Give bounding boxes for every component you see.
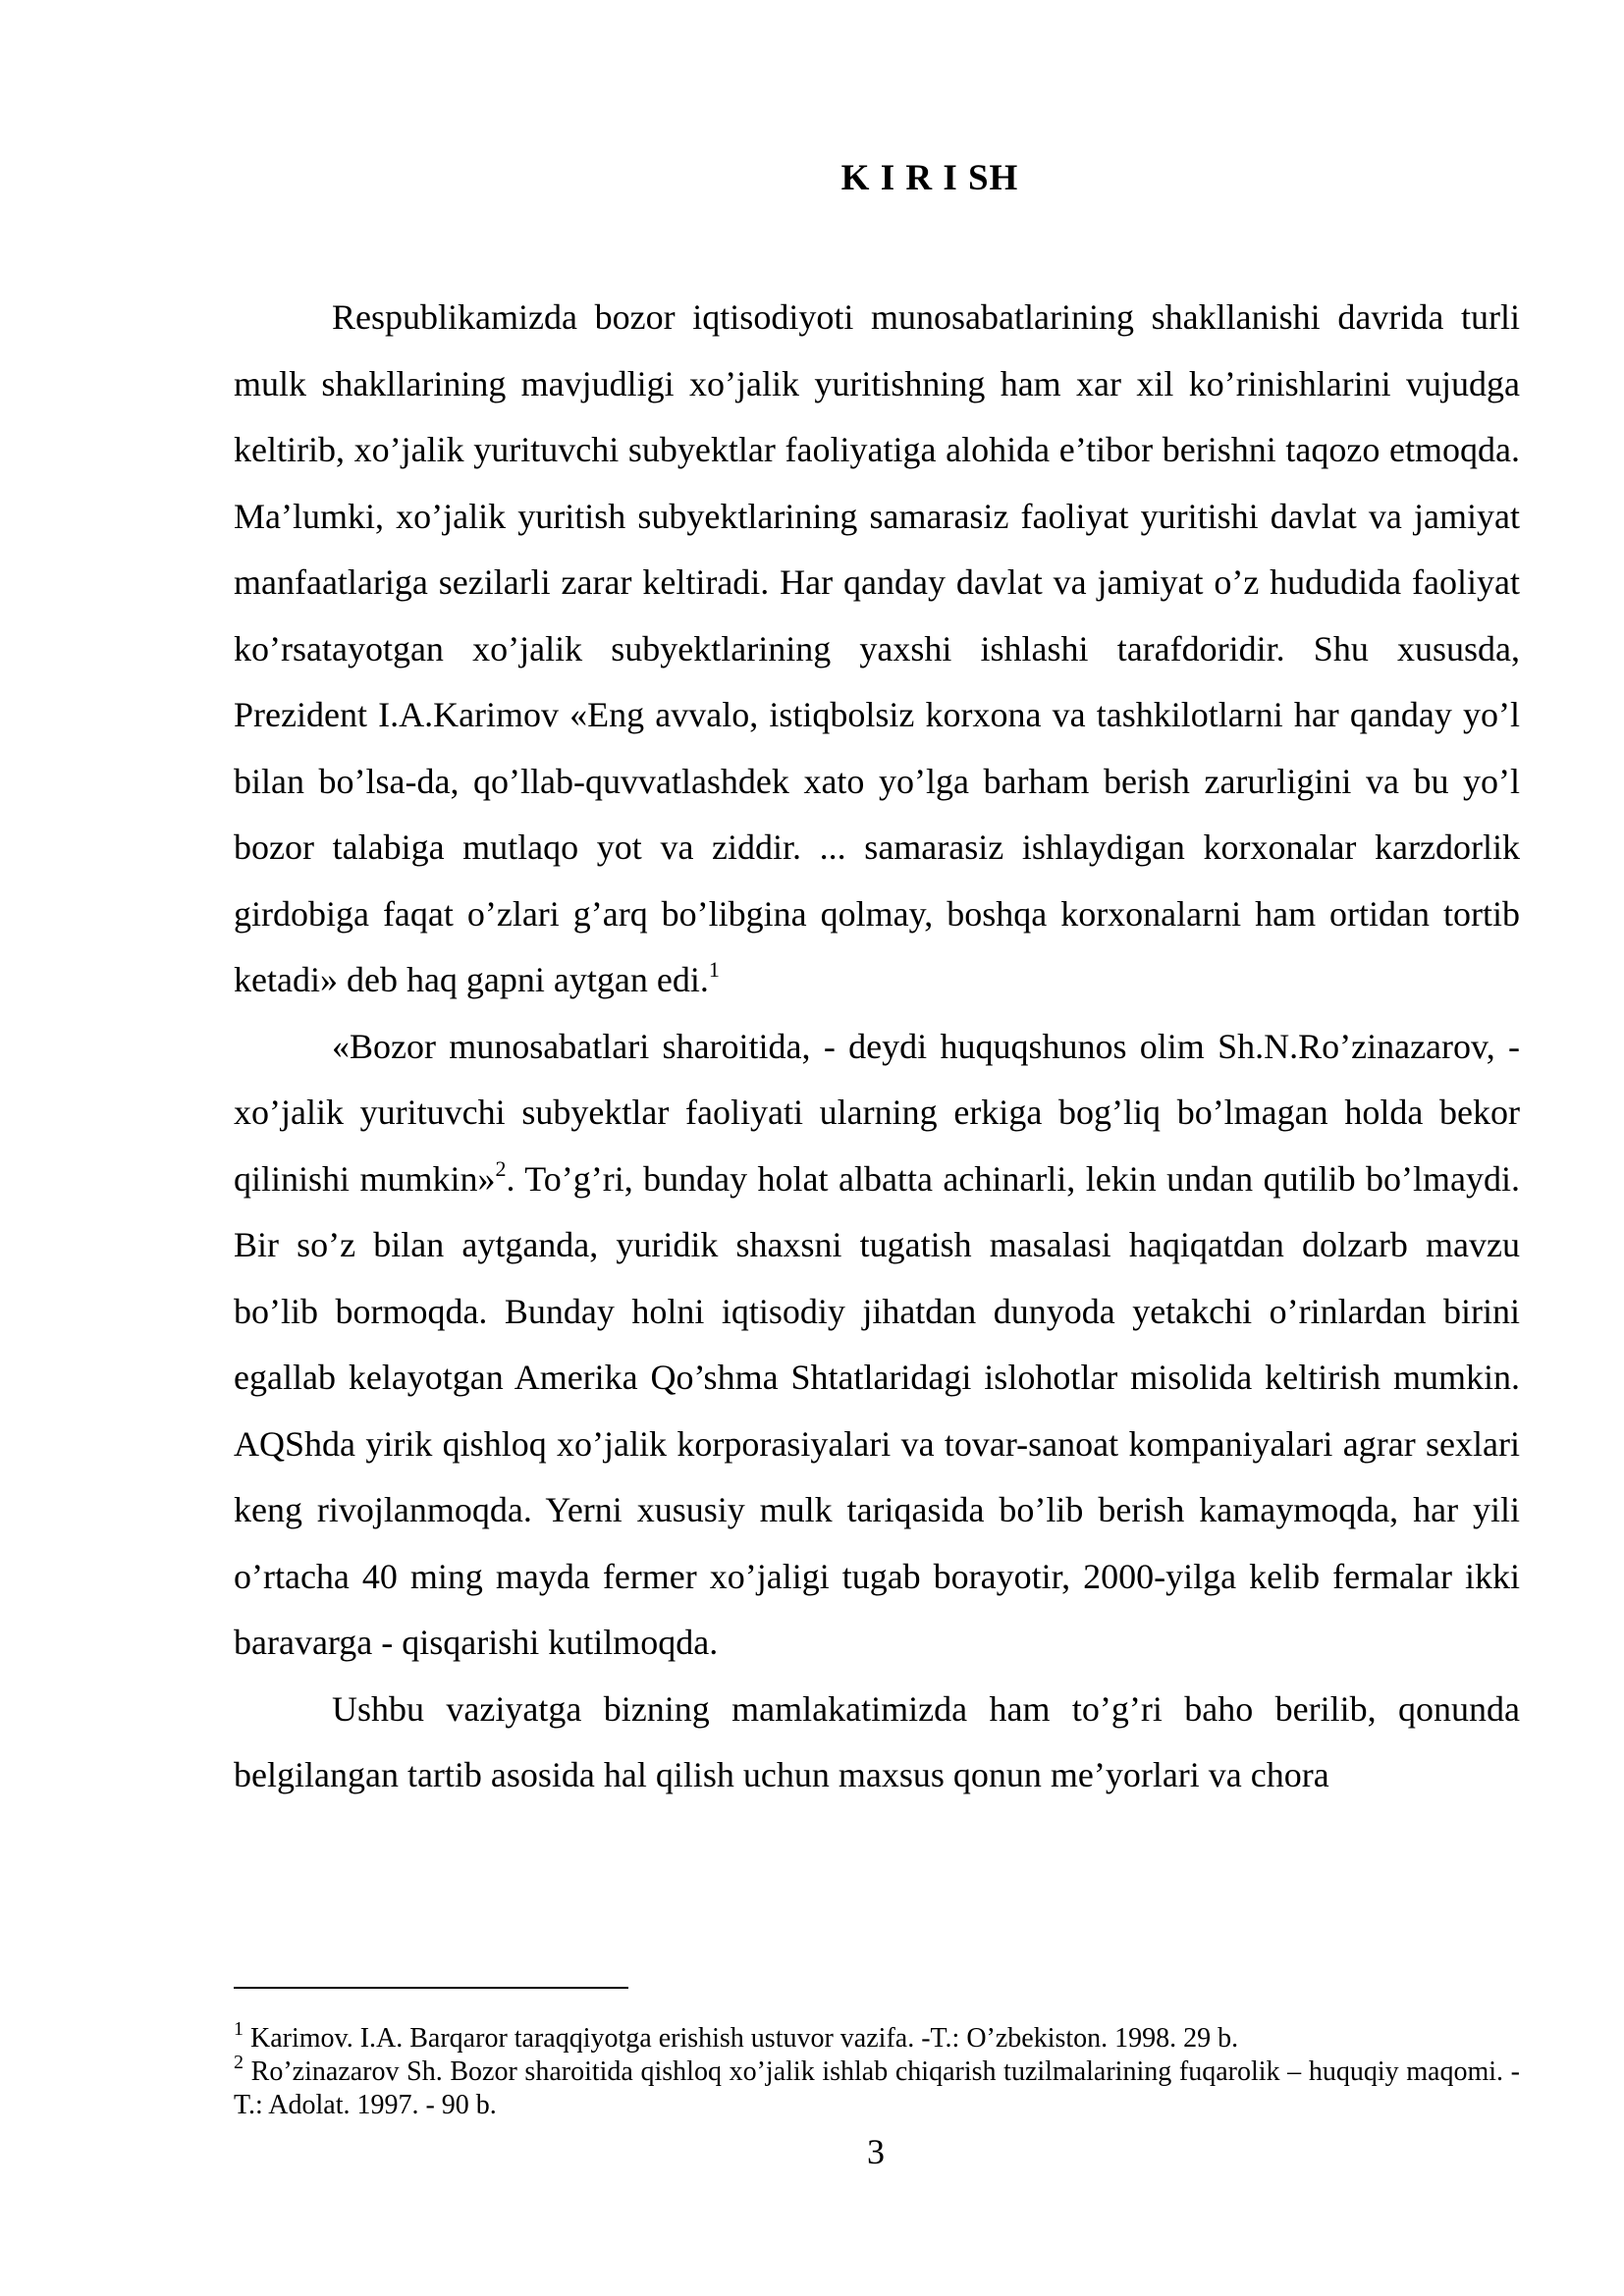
footnote-1-text: Karimov. I.A. Barqaror taraqqiyotga erishish ustuvor vazifa. -T.: O’zbekiston. 1998. 29 b.	[244, 2023, 1239, 2054]
paragraph-2-text: «Bozor munosabatlari sharoitida, - deydi huquqshunos olim Sh.N.Ro’zinazarov, - xo’jalik yurituvchi subyektlar faoliyati ularning erkiga bog’liq bo’lmagan holda bekor qilinishi mumkin»	[234, 1026, 1520, 1199]
footnote-2-text: Ro’zinazarov Sh. Bozor sharoitida qishloq xo’jalik ishlab chiqarish tuzilmalarining fuqarolik – huquqiy maqomi. -T.: Adolat. 1997. - 90 b.	[234, 2056, 1520, 2120]
footnote-1-number: 1	[234, 2018, 244, 2040]
page-number: 3	[867, 2132, 885, 2171]
footnote-divider	[234, 1987, 628, 1989]
paragraph-1	[234, 285, 1520, 1014]
paragraph-3	[234, 1677, 1520, 1809]
footnote-ref-2: 2	[495, 1155, 507, 1181]
paragraph-3-text: Ushbu vaziyatga bizning mamlakatimizda ham to’g’ri baho berilib, qonunda belgilangan tartib asosida hal qilish uchun maxsus qonun me’yorlari va chora	[234, 1688, 1520, 1794]
footnote-2	[234, 2052, 1520, 2122]
footnote-1	[234, 2018, 1520, 2056]
footnote-ref-1: 1	[708, 957, 720, 982]
paragraph-2	[234, 1014, 1520, 1677]
paragraph-1-text: Respublikamizda bozor iqtisodiyoti munosabatlarining shakllanishi davrida turli mulk shakllarining mavjudligi xo’jalik yuritishning ham xar xil ko’rinishlarini vujudga keltirib, xo’jalik yurituvchi subyektlar faoliyatiga alohida e’tibor berishni taqozo etmoqda. Ma’lumki, xo’jalik yuritish subyektlarining samarasiz faoliyat yuritishi davlat va jamiyat manfaatlariga sezilarli zarar keltiradi. Har qanday davlat va jamiyat o’z hududida faoliyat ko’rsatayotgan xo’jalik subyektlarining yaxshi ishlashi tarafdoridir. Shu xususda, Prezident I.A.Karimov «Eng avvalo, istiqbolsiz korxona va tashkilotlarni har qanday yo’l bilan bo’lsa-da, qo’llab-quvvatlashdek xato yo’lga barham berish zarurligini va bu yo’l bozor talabiga mutlaqo yot va ziddir. ... samarasiz ishlaydigan korxonalar karzdorlik girdobiga faqat o’zlari g’arq bo’libgina qolmay, boshqa korxonalarni ham ortidan tortib ketadi» deb haq gapni aytgan edi.	[234, 297, 1520, 999]
paragraph-2-after: . To’g’ri, bunday holat albatta achinarli, lekin undan qutilib bo’lmaydi. Bir so’z bilan aytganda, yuridik shaxsni tugatish masalasi haqiqatdan dolzarb mavzu bo’lib bormoqda. Bunday holni iqtisodiy jihatdan dunyoda yetakchi o’rinlardan birini egallab kelayotgan Amerika Qo’shma Shtatlaridagi islohotlar misolida keltirish mumkin. AQShda yirik qishloq xo’jalik korporasiyalari va tovar-sanoat kompaniyalari agrar sexlari keng rivojlanmoqda. Yerni xususiy mulk tariqasida bo’lib berish kamaymoqda, har yili o’rtacha 40 ming mayda fermer xo’jaligi tugab borayotir, 2000-yilga kelib fermalar ikki baravarga - qisqarishi kutilmoqda.	[234, 1158, 1520, 1662]
page-title: K I R I SH	[840, 158, 1019, 198]
body-text	[234, 285, 1520, 1809]
footnotes	[234, 2018, 1520, 2122]
footnote-2-number: 2	[234, 2052, 244, 2073]
